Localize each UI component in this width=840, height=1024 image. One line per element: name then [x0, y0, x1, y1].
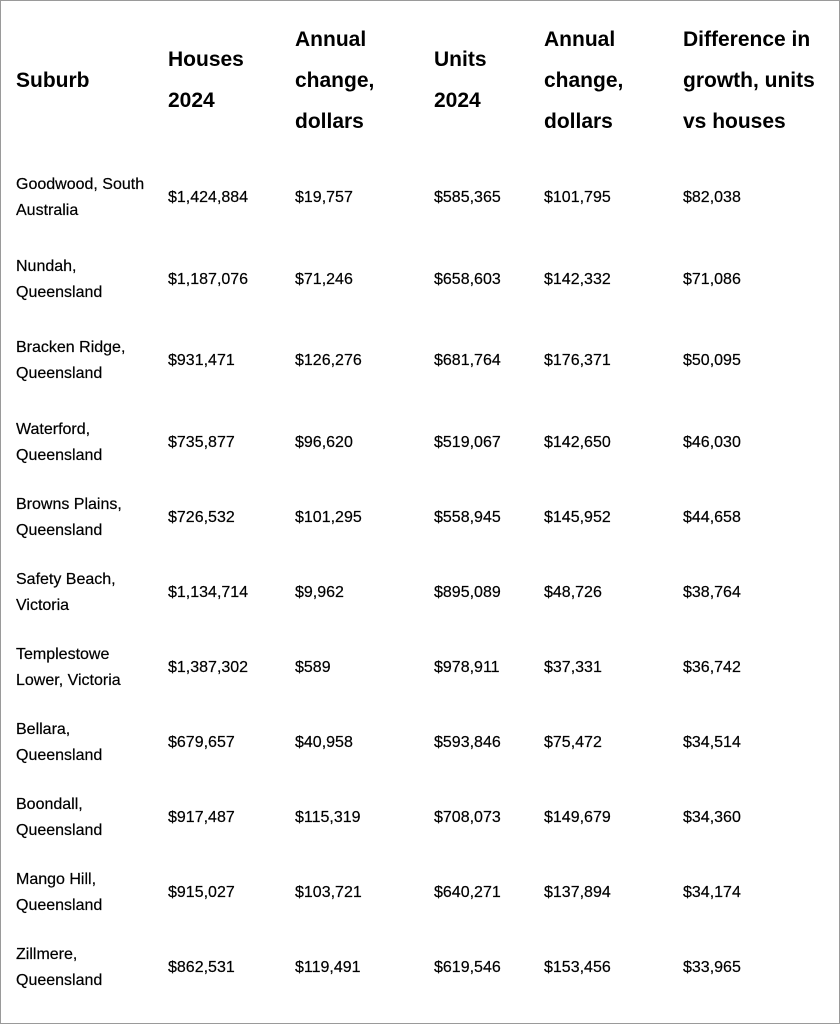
cell-houses-2024: $915,027 — [168, 883, 235, 901]
cell-suburb: Waterford, Queensland — [16, 420, 103, 464]
cell-difference: $38,764 — [683, 583, 741, 601]
cell-units-change: $37,331 — [544, 658, 602, 676]
cell-units-2024: $593,846 — [434, 733, 501, 751]
cell-houses-2024: $862,531 — [168, 958, 235, 976]
cell-houses-change: $96,620 — [295, 433, 353, 451]
cell-units-2024: $640,271 — [434, 883, 501, 901]
header-suburb: Suburb — [16, 68, 90, 92]
cell-units-change: $101,795 — [544, 189, 611, 206]
header-units-annual-change: Annual change, dollars — [544, 27, 624, 133]
cell-difference: $36,742 — [683, 658, 741, 676]
cell-difference: $50,095 — [683, 352, 741, 369]
cell-houses-2024: $735,877 — [168, 433, 235, 451]
cell-difference: $46,030 — [683, 433, 741, 451]
table-row — [6, 705, 836, 780]
cell-suburb: Zillmere, Queensland — [16, 945, 103, 989]
cell-difference: $34,514 — [683, 733, 741, 751]
cell-suburb: Boondall, Queensland — [16, 795, 103, 839]
cell-houses-2024: $1,387,302 — [168, 658, 249, 676]
cell-units-2024: $681,764 — [434, 352, 501, 369]
cell-houses-change: $9,962 — [295, 583, 344, 601]
table-row — [6, 630, 836, 705]
cell-units-2024: $558,945 — [434, 508, 501, 526]
cell-units-change: $176,371 — [544, 352, 611, 369]
table-row — [6, 930, 836, 1005]
cell-suburb: Goodwood, South Australia — [16, 176, 145, 219]
cell-houses-2024: $1,187,076 — [168, 270, 249, 288]
cell-suburb: Nundah, Queensland — [16, 257, 103, 301]
cell-units-change: $153,456 — [544, 958, 611, 976]
cell-houses-change: $101,295 — [295, 508, 362, 526]
cell-units-change: $149,679 — [544, 808, 611, 826]
table-row — [6, 555, 836, 630]
cell-suburb: Browns Plains, Queensland — [16, 495, 122, 539]
cell-units-change: $142,332 — [544, 270, 611, 288]
cell-houses-change: $103,721 — [295, 883, 362, 901]
table-row — [6, 317, 836, 405]
table-row — [6, 242, 836, 317]
cell-units-change: $75,472 — [544, 733, 602, 751]
table-row — [6, 780, 836, 855]
cell-suburb: Bellara, Queensland — [16, 720, 103, 764]
cell-houses-2024: $931,471 — [168, 352, 235, 369]
cell-suburb: Bracken Ridge, Queensland — [16, 339, 126, 382]
cell-suburb: Safety Beach, Victoria — [16, 570, 116, 614]
header-houses-annual-change: Annual change, dollars — [295, 27, 375, 133]
table-row — [6, 855, 836, 930]
cell-units-2024: $708,073 — [434, 808, 501, 826]
suburb-growth-table — [6, 6, 836, 1005]
cell-houses-change: $119,491 — [295, 958, 361, 976]
cell-units-change: $145,952 — [544, 508, 611, 526]
cell-units-2024: $978,911 — [434, 658, 500, 676]
cell-units-2024: $585,365 — [434, 189, 501, 206]
cell-difference: $33,965 — [683, 958, 741, 976]
cell-houses-2024: $917,487 — [168, 808, 235, 826]
header-houses-2024: Houses 2024 — [168, 48, 244, 112]
cell-units-change: $142,650 — [544, 433, 611, 451]
cell-houses-change: $19,757 — [295, 189, 353, 206]
cell-units-2024: $895,089 — [434, 583, 501, 601]
cell-difference: $71,086 — [683, 270, 741, 288]
cell-houses-2024: $679,657 — [168, 733, 235, 751]
header-difference: Difference in growth, units vs houses — [683, 27, 815, 133]
cell-houses-2024: $726,532 — [168, 508, 235, 526]
cell-difference: $34,360 — [683, 808, 741, 826]
table-row — [6, 480, 836, 555]
cell-difference: $82,038 — [683, 189, 741, 206]
cell-units-change: $48,726 — [544, 583, 602, 601]
cell-houses-change: $115,319 — [295, 808, 361, 826]
table-header-row — [6, 6, 836, 154]
header-units-2024: Units 2024 — [434, 48, 487, 112]
cell-difference: $34,174 — [683, 883, 741, 901]
cell-houses-change: $126,276 — [295, 352, 362, 369]
cell-units-change: $137,894 — [544, 883, 611, 901]
cell-houses-change: $71,246 — [295, 270, 353, 288]
cell-difference: $44,658 — [683, 508, 741, 526]
cell-suburb: Templestowe Lower, Victoria — [16, 645, 121, 689]
cell-houses-change: $40,958 — [295, 733, 353, 751]
cell-units-2024: $519,067 — [434, 433, 501, 451]
cell-houses-2024: $1,424,884 — [168, 189, 249, 206]
table-row — [6, 154, 836, 242]
cell-units-2024: $658,603 — [434, 270, 501, 288]
cell-houses-change: $589 — [295, 658, 331, 676]
cell-suburb: Mango Hill, Queensland — [16, 870, 103, 914]
table-row — [6, 405, 836, 480]
cell-units-2024: $619,546 — [434, 958, 501, 976]
cell-houses-2024: $1,134,714 — [168, 583, 249, 601]
